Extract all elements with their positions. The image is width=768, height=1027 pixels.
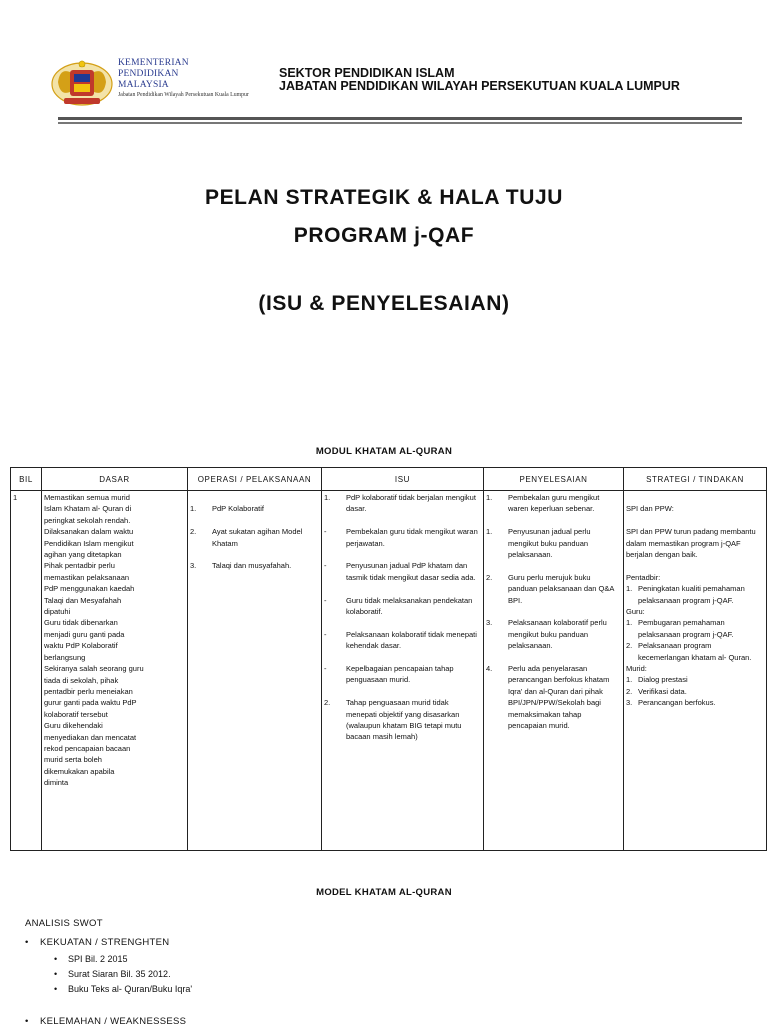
dasar-line: pentadbir perlu meneiakan: [44, 686, 133, 696]
col-header-bil: BIL: [11, 468, 42, 491]
list-item: 2. Guru perlu merujuk buku panduan pelaksanaan dan Q&A BPI.: [486, 572, 614, 605]
header-department: JABATAN PENDIDIKAN WILAYAH PERSEKUTUAN KUALA LUMPUR: [279, 79, 680, 93]
col-header-operasi: OPERASI / PELAKSANAAN: [188, 468, 322, 491]
cell-bil: 1: [11, 491, 42, 851]
list-item: 1. Dialog prestasi: [626, 675, 688, 685]
logo-line-3: MALAYSIA: [118, 80, 169, 90]
ministry-logo: [50, 58, 290, 108]
list-item: 2. Tahap penguasaan murid tidak menepati objektif yang disasarkan (walaupun khatam BIG tetapi mutu bacaan masih lemah): [324, 698, 462, 742]
col-header-strategi: STRATEGI / TINDAKAN: [624, 468, 767, 491]
coat-of-arms-icon: [50, 58, 114, 108]
list-item: 1. Pembekalan guru mengikut waren keperluan sebenar.: [486, 493, 600, 514]
list-item: 1. Peningkatan kualiti pemahaman pelaksanaan program j-QAF.: [626, 584, 745, 605]
list-item: - Pelaksanaan kolaboratif tidak menepati kehendak dasar.: [324, 629, 477, 651]
col-header-dasar: DASAR: [42, 468, 188, 491]
weakness-label: KELEMAHAN / WEAKNESSESS: [40, 1016, 187, 1027]
dasar-line: memastikan pelaksanaan: [44, 572, 130, 582]
model-title: MODEL KHATAM AL-QURAN: [316, 887, 452, 898]
bullet-icon: •: [54, 969, 58, 979]
pentadbir-label: Pentadbir:: [626, 572, 661, 582]
list-item: 2. Pelaksanaan program kecemerlangan khatam al- Quran.: [626, 641, 752, 662]
murid-label: Murid:: [626, 664, 647, 674]
dasar-line: rekod pencapaian bacaan: [44, 743, 131, 753]
dasar-line: Dilaksanakan dalam waktu: [44, 527, 134, 537]
table-row: [11, 491, 767, 851]
page-title-line-1: PELAN STRATEGIK & HALA TUJU: [204, 186, 564, 209]
bullet-icon: •: [25, 1016, 29, 1027]
bullet-icon: •: [54, 954, 58, 964]
col-header-isu: ISU: [322, 468, 484, 491]
dasar-line: dipatuhi: [44, 607, 71, 617]
page-title-line-2: PROGRAM j-QAF: [293, 224, 475, 247]
strength-heading: [25, 937, 169, 948]
dasar-line: PdP menggunakan kaedah: [44, 584, 135, 594]
dasar-line: diminta: [44, 778, 69, 788]
strength-label: KEKUATAN / STRENGHTEN: [40, 937, 170, 948]
guru-label: Guru:: [626, 607, 645, 617]
list-item: • SPI Bil. 2 2015: [54, 954, 128, 964]
cell-penyelesaian: [484, 491, 624, 851]
dasar-line: Memastikan semua murid: [44, 493, 130, 502]
logo-line-4: Jabatan Pendidikan Wilayah Persekutuan Kuala Lumpur: [118, 92, 249, 98]
dasar-line: menyediakan dan mencatat: [44, 732, 137, 742]
col-header-penyelesaian: PENYELESAIAN: [484, 468, 624, 491]
page-title-line-3: (ISU & PENYELESAIAN): [258, 292, 510, 315]
cell-dasar: [42, 491, 188, 851]
list-item: 1. Penyusunan jadual perlu mengikut buku panduan pelaksanaan.: [486, 527, 591, 560]
swot-heading: ANALISIS SWOT: [25, 918, 103, 929]
list-item: - Penyusunan jadual PdP khatam dan tasmik tidak mengikut dasar sedia ada.: [324, 561, 476, 582]
dasar-line: Guru dikehendaki: [44, 721, 103, 731]
cell-isu: [322, 491, 484, 851]
module-title: MODUL KHATAM AL-QURAN: [315, 446, 453, 457]
list-item: 3. Pelaksanaan kolaboratif perlu mengikut buku panduan pelaksanaan.: [486, 618, 607, 651]
list-item: • Surat Siaran Bil. 35 2012.: [54, 969, 171, 979]
dasar-line: peringkat sekolah rendah.: [44, 515, 131, 525]
strategi-paragraph: SPI dan PPW turun padang membantu dalam memastikan program j-QAF berjalan dengan baik.: [626, 527, 756, 559]
list-item: 2. Verifikasi data.: [626, 686, 687, 696]
strategy-table: [10, 467, 767, 851]
dasar-line: murid serta boleh: [44, 755, 102, 765]
list-item: • Buku Teks al- Quran/Buku Iqra': [54, 984, 193, 994]
dasar-line: gurur ganti pada waktu PdP: [44, 698, 137, 708]
weakness-heading: [25, 1016, 186, 1027]
list-item: 4. Perlu ada penyelarasan perancangan berfokus khatam Iqra' dan al-Quran dari pihak BPI/JPN/PPW/Sekolah bagi memaksimakan tahap pencapaian murid.: [486, 664, 610, 731]
dasar-line: dikemukakan apabila: [44, 766, 115, 776]
dasar-line: Sekiranya salah seorang guru: [44, 664, 144, 674]
table-header-row: [11, 468, 767, 491]
dasar-line: agihan yang ditetapkan: [44, 550, 122, 560]
dasar-line: Islam Khatam al- Quran di: [44, 504, 132, 514]
cell-operasi: [188, 491, 322, 851]
list-item: 1. PdP kolaboratif tidak berjalan mengikut dasar.: [324, 493, 476, 514]
list-item: 1. Pembugaran pemahaman pelaksanaan program j-QAF.: [626, 618, 734, 639]
list-item: - Guru tidak melaksanakan pendekatan kolaboratif.: [324, 595, 473, 617]
header-divider-thin: [58, 122, 742, 124]
logo-line-2: PENDIDIKAN: [118, 69, 179, 79]
cell-strategi: [624, 491, 767, 851]
bullet-icon: •: [25, 937, 29, 948]
dasar-line: Pihak pentadbir perlu: [44, 561, 115, 571]
strategi-heading: SPI dan PPW:: [626, 504, 674, 514]
list-item: 3. Talaqi dan musyafahah.: [190, 561, 292, 571]
bullet-icon: •: [54, 984, 58, 994]
dasar-line: Pendidikan Islam mengikut: [44, 538, 134, 548]
dasar-line: berlangsung: [44, 652, 86, 662]
list-item: 2. Ayat sukatan agihan Model Khatam: [190, 527, 303, 548]
dasar-line: tiada di sekolah, pihak: [44, 675, 119, 685]
header-sector: SEKTOR PENDIDIKAN ISLAM: [279, 66, 455, 80]
document-header: [279, 67, 680, 93]
list-item: - Pembekalan guru tidak mengikut waran perjawatan.: [324, 527, 478, 548]
list-item: - Kepelbagaian pencapaian tahap penguasaan murid.: [324, 664, 454, 685]
dasar-line: menjadi guru ganti pada: [44, 629, 125, 639]
header-divider: [58, 117, 742, 120]
list-item: 3. Perancangan berfokus.: [626, 698, 716, 708]
list-item: 1. PdP Kolaboratif: [190, 504, 264, 514]
dasar-line: waktu PdP Kolaboratif: [44, 641, 118, 651]
logo-line-1: KEMENTERIAN: [118, 58, 189, 68]
dasar-line: Guru tidak dibenarkan: [44, 618, 118, 628]
dasar-line: Talaqi dan Mesyafahah: [44, 595, 122, 605]
dasar-line: kolaboratif tersebut: [44, 709, 108, 719]
